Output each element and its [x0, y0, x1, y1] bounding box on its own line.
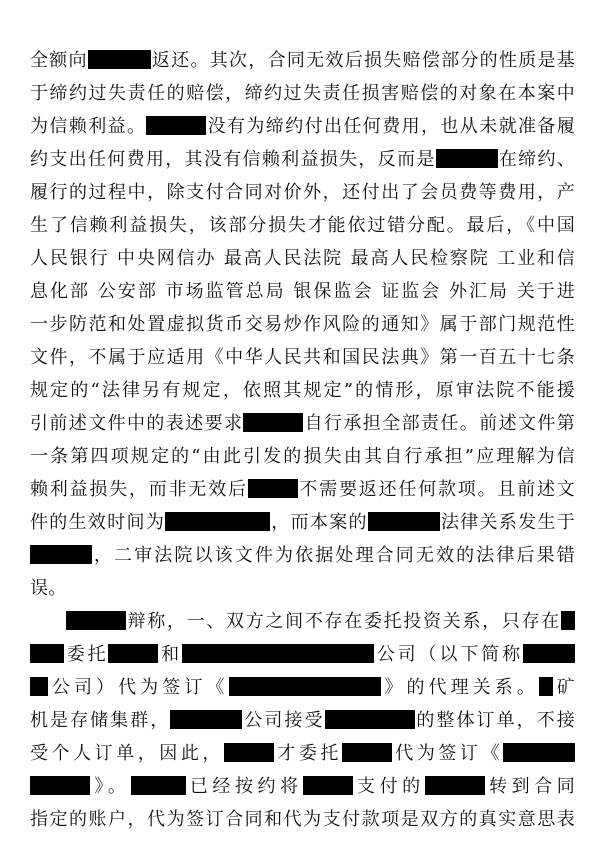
redaction-bar [131, 776, 186, 795]
redaction-bar [303, 776, 353, 795]
redaction-bar [539, 677, 553, 696]
redaction-bar [165, 512, 270, 531]
text-line: 受个人订单，因此， 才委托 代为签订《 [30, 737, 575, 771]
text-line: 生了信赖利益损失，该部分损失才能依过错分配。最后，《中国 [30, 215, 575, 236]
text-line: 指定的账户，代为签订合同和代为支付款项是双方的真实意思表 [30, 809, 575, 830]
text-line: 辩称，一、双方之间不存在委托投资关系，只存在 [66, 605, 575, 639]
redaction-bar [368, 512, 440, 531]
text-line: 全额向 返还。其次，合同无效后损失赔偿部分的性质是基 [30, 50, 575, 71]
redaction-bar [30, 545, 92, 564]
text-line: 误。 [30, 578, 67, 599]
redaction-bar [523, 644, 575, 663]
text-line: 一条第四项规定的“由此引发的损失由其自行承担”应理解为信 [30, 446, 575, 467]
redaction-bar [503, 743, 575, 762]
text-line: 赖利益损失，而非无效后 不需要返还任何款项。且前述文 [30, 479, 575, 500]
redaction-bar [108, 644, 158, 663]
text-line: 息化部 公安部 市场监管总局 银保监会 证监会 外汇局 关于进 [30, 281, 575, 302]
redaction-bar [170, 710, 242, 729]
redaction-bar [325, 710, 415, 729]
redaction-bar [561, 611, 575, 630]
text-line: 规定的“法律另有规定，依照其规定”的情形，原审法院不能援 [30, 380, 575, 401]
redaction-bar [30, 677, 48, 696]
text-line: 于缔约过失责任的赔偿，缔约过失责任损害赔偿的对象在本案中 [30, 83, 575, 104]
text-line: 引前述文件中的表述要求 自行承担全部责任。前述文件第 [30, 413, 575, 434]
text-line: 机是存储集群， 公司接受 的整体订单，不接 [30, 710, 575, 731]
redaction-bar [30, 776, 90, 795]
redaction-bar [224, 743, 274, 762]
redaction-bar [88, 50, 151, 69]
text-line: 人民银行 中央网信办 最高人民法院 最高人民检察院 工业和信 [30, 248, 575, 269]
redaction-bar [182, 644, 374, 663]
text-line: 履行的过程中，除支付合同对价外，还付出了会员费等费用，产 [30, 182, 575, 203]
text-line: 为信赖利益。 没有为缔约付出任何费用，也从未就准备履 [30, 116, 575, 137]
redaction-bar [248, 479, 298, 498]
redaction-bar [66, 611, 126, 630]
text-line: 公司）代为签订《 》的代理关系。 矿 [30, 671, 575, 705]
redaction-bar [243, 413, 303, 432]
redaction-bar [30, 644, 64, 663]
text-line: 文件，不属于应适用《中华人民共和国民法典》第一百五十七条 [30, 347, 575, 368]
redaction-bar [342, 743, 392, 762]
redaction-bar [436, 149, 498, 168]
text-line: 一步防范和处置虚拟货币交易炒作风险的通知》属于部门规范性 [30, 314, 575, 335]
text-line: 件的生效时间为 ，而本案的 法律关系发生于 [30, 512, 575, 533]
redaction-bar [146, 116, 206, 135]
text-line: 》。 已经按约将 支付的 转到合同 [30, 770, 575, 804]
redaction-bar [229, 677, 381, 696]
text-line: ，二审法院以该文件为依据处理合同无效的法律后果错 [30, 539, 575, 573]
text-line: 委托 和 公司（以下简称 [30, 638, 575, 672]
redaction-bar [425, 776, 485, 795]
text-line: 约支出任何费用，其没有信赖利益损失，反而是 在缔约、 [30, 149, 575, 170]
